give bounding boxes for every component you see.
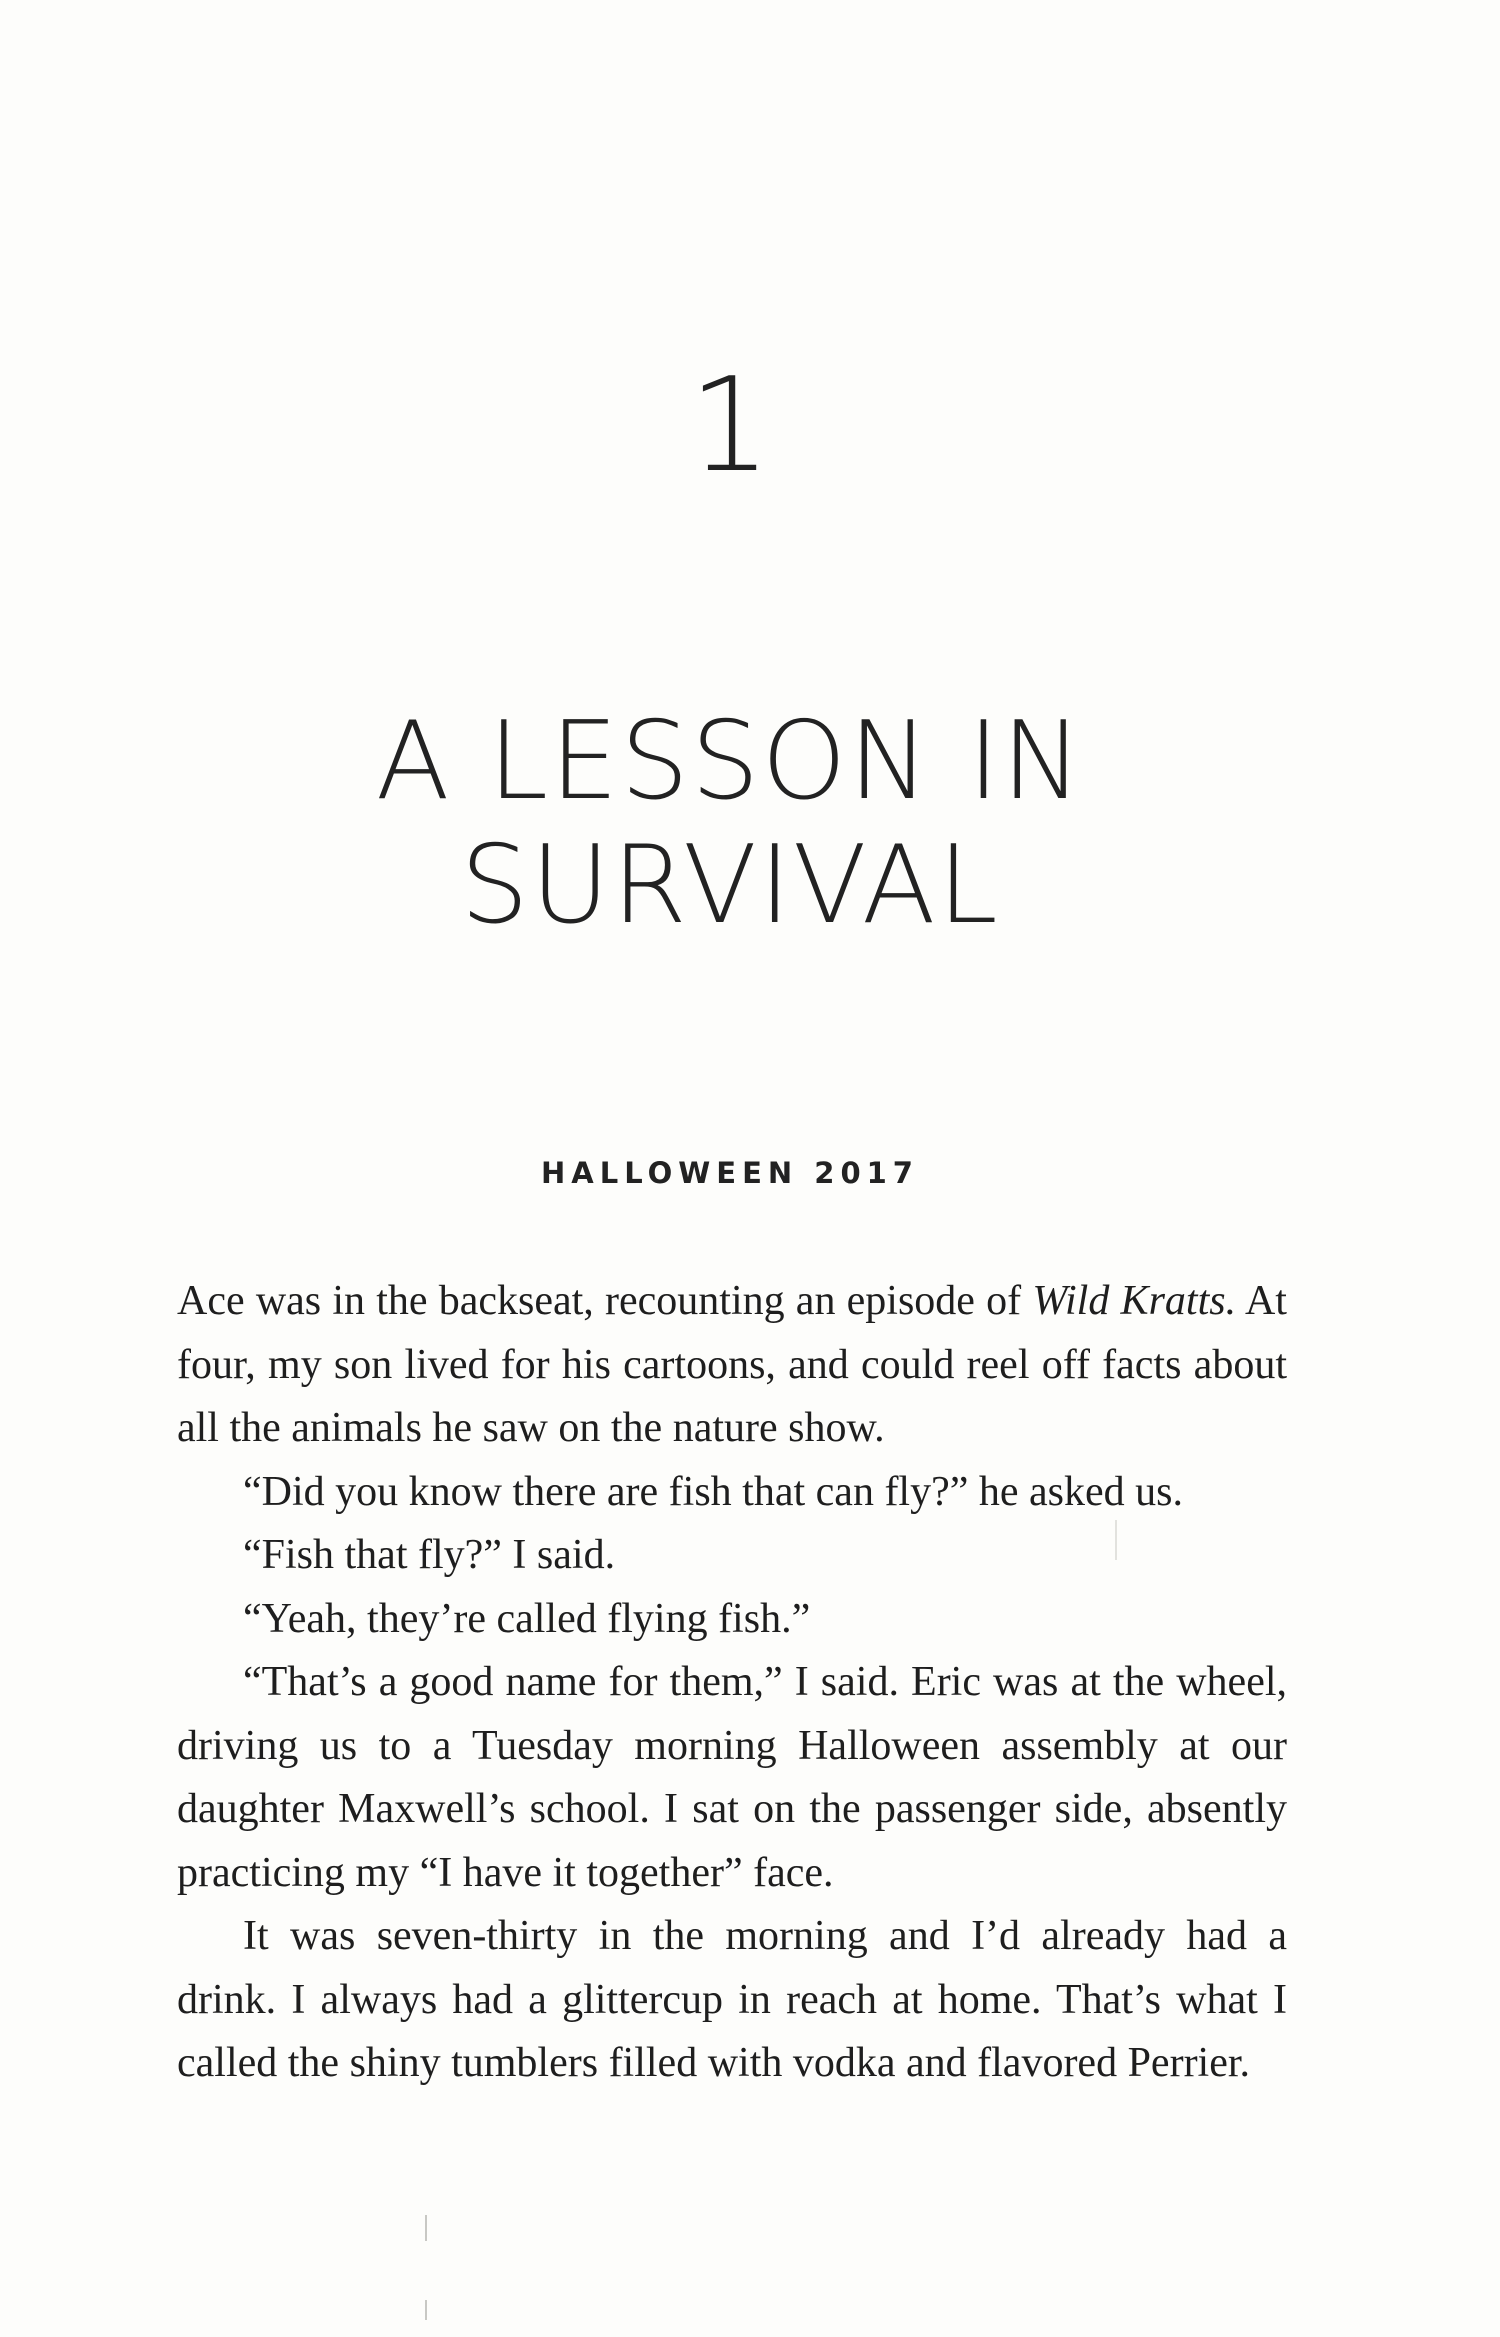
- paragraph-1: [177, 1270, 1287, 1461]
- show-title: Wild Kratts.: [1032, 1278, 1237, 1324]
- paragraph-3: “Fish that fly?” I said.: [243, 1532, 616, 1578]
- chapter-number: 1: [688, 349, 772, 501]
- chapter-title-line-2: SURVIVAL: [460, 823, 1000, 948]
- paragraph-6: It was seven-thirty in the morning and I’d already had a drink. I always had a glittercup in reach at home. That’s what I called the shiny tumblers filled with vodka and flavored Perrier.: [177, 1913, 1287, 2086]
- paragraph-5: “That’s a good name for them,” I said. Eric was at the wheel, driving us to a Tuesday morning Halloween assembly at our daughter Maxwell’s school. I sat on the passenger side, absently practicing my “I have it together” face.: [177, 1659, 1287, 1896]
- paragraph-2: “Did you know there are fish that can fly?” he asked us.: [243, 1468, 1183, 1515]
- scan-mark: [425, 2300, 427, 2320]
- paragraph-1-lead: Ace was in the backseat, recounting an episode of: [177, 1278, 1033, 1324]
- chapter-title-line-1: A LESSON IN: [375, 699, 1085, 824]
- section-heading: HALLOWEEN 2017: [541, 1156, 919, 1190]
- paragraph-4: “Yeah, they’re called flying fish.”: [243, 1595, 811, 1642]
- scan-mark: [1115, 1520, 1117, 1560]
- body-text: [177, 1270, 1287, 2096]
- scan-mark: [425, 2215, 427, 2241]
- chapter-title: [0, 700, 1460, 948]
- paragraph-1-rest: At four, my son lived for his cartoons, and could reel off facts about all the animals he saw on the nature show.: [177, 1278, 1287, 1451]
